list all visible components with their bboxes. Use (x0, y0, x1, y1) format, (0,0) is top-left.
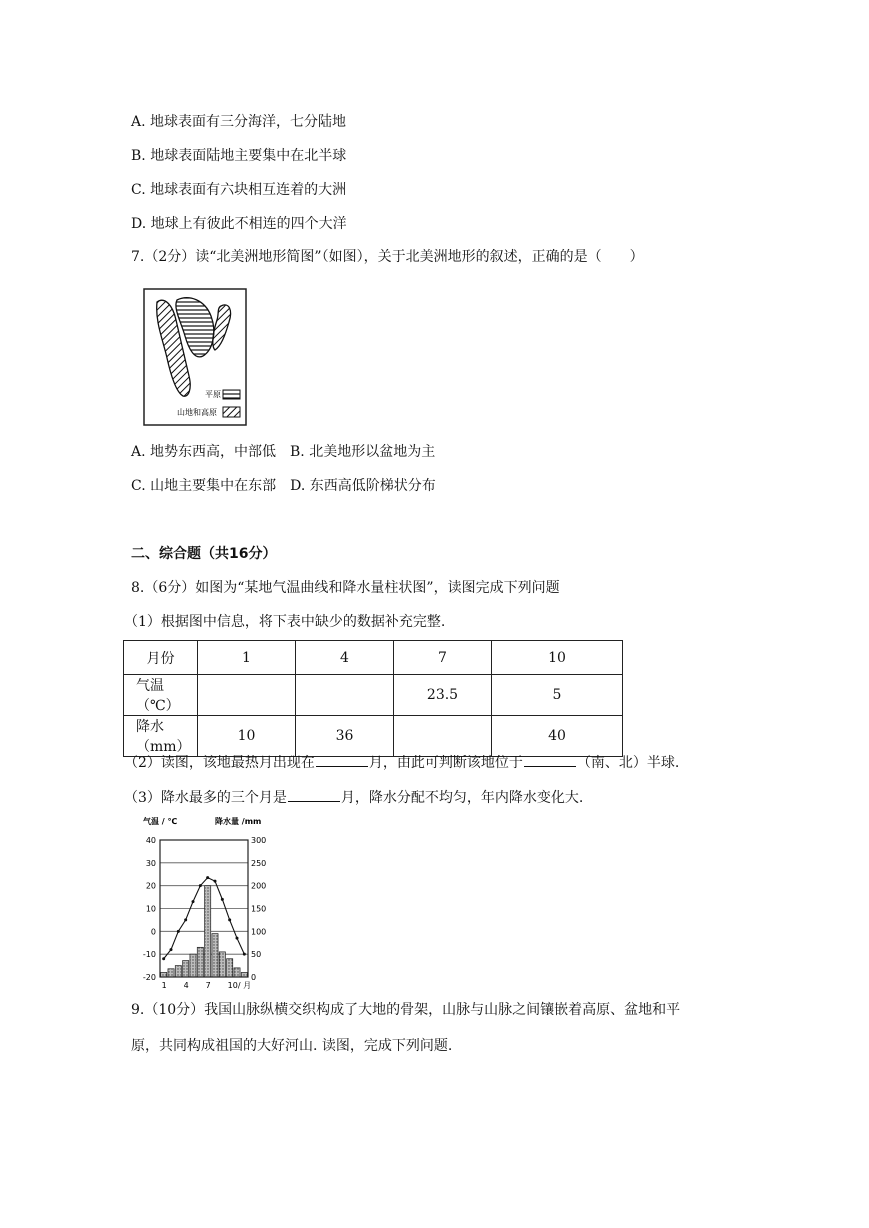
temperature-point (221, 898, 224, 901)
q8-stem: 8.（6分）如图为“某地气温曲线和降水量柱状图”，读图完成下列问题 (131, 580, 560, 596)
table-header-cell: 1 (198, 641, 296, 675)
precipitation-bar (175, 966, 181, 977)
left-tick-label: -20 (142, 973, 156, 982)
climate-chart (135, 812, 275, 990)
table-row (124, 675, 623, 716)
answer-blank-wettest-months[interactable] (288, 786, 340, 802)
q8-data-table (123, 640, 623, 757)
answer-blank-hemisphere[interactable] (524, 751, 576, 767)
right-tick-label: 0 (251, 973, 257, 982)
left-tick-label: -10 (142, 950, 156, 960)
right-tick-label: 100 (251, 927, 267, 937)
x-tick-label: 4 (183, 981, 189, 990)
precipitation-bar (205, 886, 211, 977)
table-header-cell: 月份 (124, 641, 198, 675)
precipitation-bar (168, 969, 174, 977)
precipitation-bar (219, 952, 225, 977)
answer-blank-hottest-month[interactable] (316, 751, 368, 767)
q9-line1: 9.（10分）我国山脉纵横交织构成了大地的骨架，山脉与山脉之间镶嵌着高原、盆地和平 (131, 1002, 681, 1018)
precipitation-bar (212, 934, 218, 977)
x-tick-label: 7 (205, 981, 211, 990)
temperature-point (236, 937, 239, 940)
right-tick-label: 250 (251, 858, 267, 868)
temperature-point (243, 953, 246, 956)
legend-plain-swatch (223, 390, 240, 399)
q6-option-b: B. 地球表面陆地主要集中在北半球 (131, 148, 347, 164)
temperature-line (164, 878, 245, 959)
q7-option-d: D. 东西高低阶梯状分布 (290, 478, 436, 494)
left-tick-label: 20 (145, 881, 156, 891)
right-tick-label: 200 (251, 881, 267, 891)
q7-options-row1 (131, 442, 435, 462)
table-cell: 5 (492, 675, 623, 716)
precipitation-bar (183, 961, 189, 977)
q8-sub2-text-c: （南、北）半球. (576, 755, 680, 771)
left-tick-label: 30 (145, 858, 156, 868)
table-cell: 40 (492, 716, 623, 757)
q7-option-c: C. 山地主要集中在东部 (131, 478, 277, 494)
right-tick-label: 150 (251, 904, 267, 914)
table-cell: 23.5 (394, 675, 492, 716)
q8-sub2-text-b: 月，由此可判断该地位于 (368, 755, 523, 771)
right-tick-label: 300 (251, 836, 267, 845)
legend-mountain-label: 山地和高原 (177, 408, 217, 417)
temperature-point (162, 957, 165, 960)
table-cell: 气温（℃） (124, 675, 198, 716)
q8-sub2 (124, 751, 679, 773)
q7-option-b: B. 北美地形以盆地为主 (290, 444, 436, 460)
section2-title: 二、综合题（共16分） (131, 546, 277, 562)
temperature-point (192, 900, 195, 903)
q8-sub2-text-a: （2）读图，该地最热月出现在 (124, 755, 315, 771)
right-tick-label: 50 (251, 950, 262, 960)
q7-options-row2 (131, 476, 436, 496)
table-cell-blank[interactable] (198, 675, 296, 716)
legend-mountain-swatch (223, 407, 240, 417)
legend-plain-label: 平原 (205, 390, 221, 399)
precipitation-bar (241, 972, 247, 977)
q9-line2: 原，共同构成祖国的大好河山. 读图，完成下列问题. (131, 1038, 453, 1054)
table-header-cell: 7 (394, 641, 492, 675)
precipitation-bar (197, 947, 203, 977)
x-tick-label: 1 (161, 981, 167, 990)
temperature-point (177, 930, 180, 933)
table-row (124, 641, 623, 675)
q6-option-d: D. 地球上有彼此不相连的四个大洋 (131, 216, 347, 232)
q7-option-a: A. 地势东西高，中部低 (131, 444, 277, 460)
left-tick-label: 0 (150, 927, 156, 937)
left-tick-label: 10 (145, 904, 156, 914)
temperature-point (170, 948, 173, 951)
q7-stem: 7.（2分）读“北美洲地形简图”（如图），关于北美洲地形的叙述，正确的是（ ） (131, 249, 644, 265)
temperature-point (184, 918, 187, 921)
temperature-point (228, 918, 231, 921)
table-cell: 降水（mm） (124, 716, 198, 757)
table-cell-blank[interactable] (296, 675, 394, 716)
left-tick-label: 40 (145, 836, 156, 845)
q6-option-a: A. 地球表面有三分海洋，七分陆地 (131, 114, 347, 130)
table-cell: 10 (198, 716, 296, 757)
right-axis-title: 降水量 /mm (215, 817, 262, 826)
q8-sub3-text-b: 月，降水分配不均匀，年内降水变化大. (340, 790, 584, 806)
table-header-cell: 10 (492, 641, 623, 675)
q8-sub3-text-a: （3）降水最多的三个月是 (124, 790, 287, 806)
precipitation-bar (234, 968, 240, 977)
north-america-terrain-map (143, 288, 247, 426)
temperature-point (206, 876, 209, 879)
temperature-point (214, 880, 217, 883)
q6-option-c: C. 地球表面有六块相互连着的大洲 (131, 182, 347, 198)
x-tick-label: 10/ 月 (227, 981, 252, 990)
temperature-point (199, 884, 202, 887)
q8-sub1: （1）根据图中信息，将下表中缺少的数据补充完整. (124, 614, 446, 630)
table-header-cell: 4 (296, 641, 394, 675)
q8-sub3 (124, 786, 583, 808)
precipitation-bar (227, 959, 233, 977)
precipitation-bar (161, 972, 167, 977)
left-axis-title: 气温 / ℃ (143, 817, 178, 826)
precipitation-bar (190, 954, 196, 977)
table-cell: 36 (296, 716, 394, 757)
